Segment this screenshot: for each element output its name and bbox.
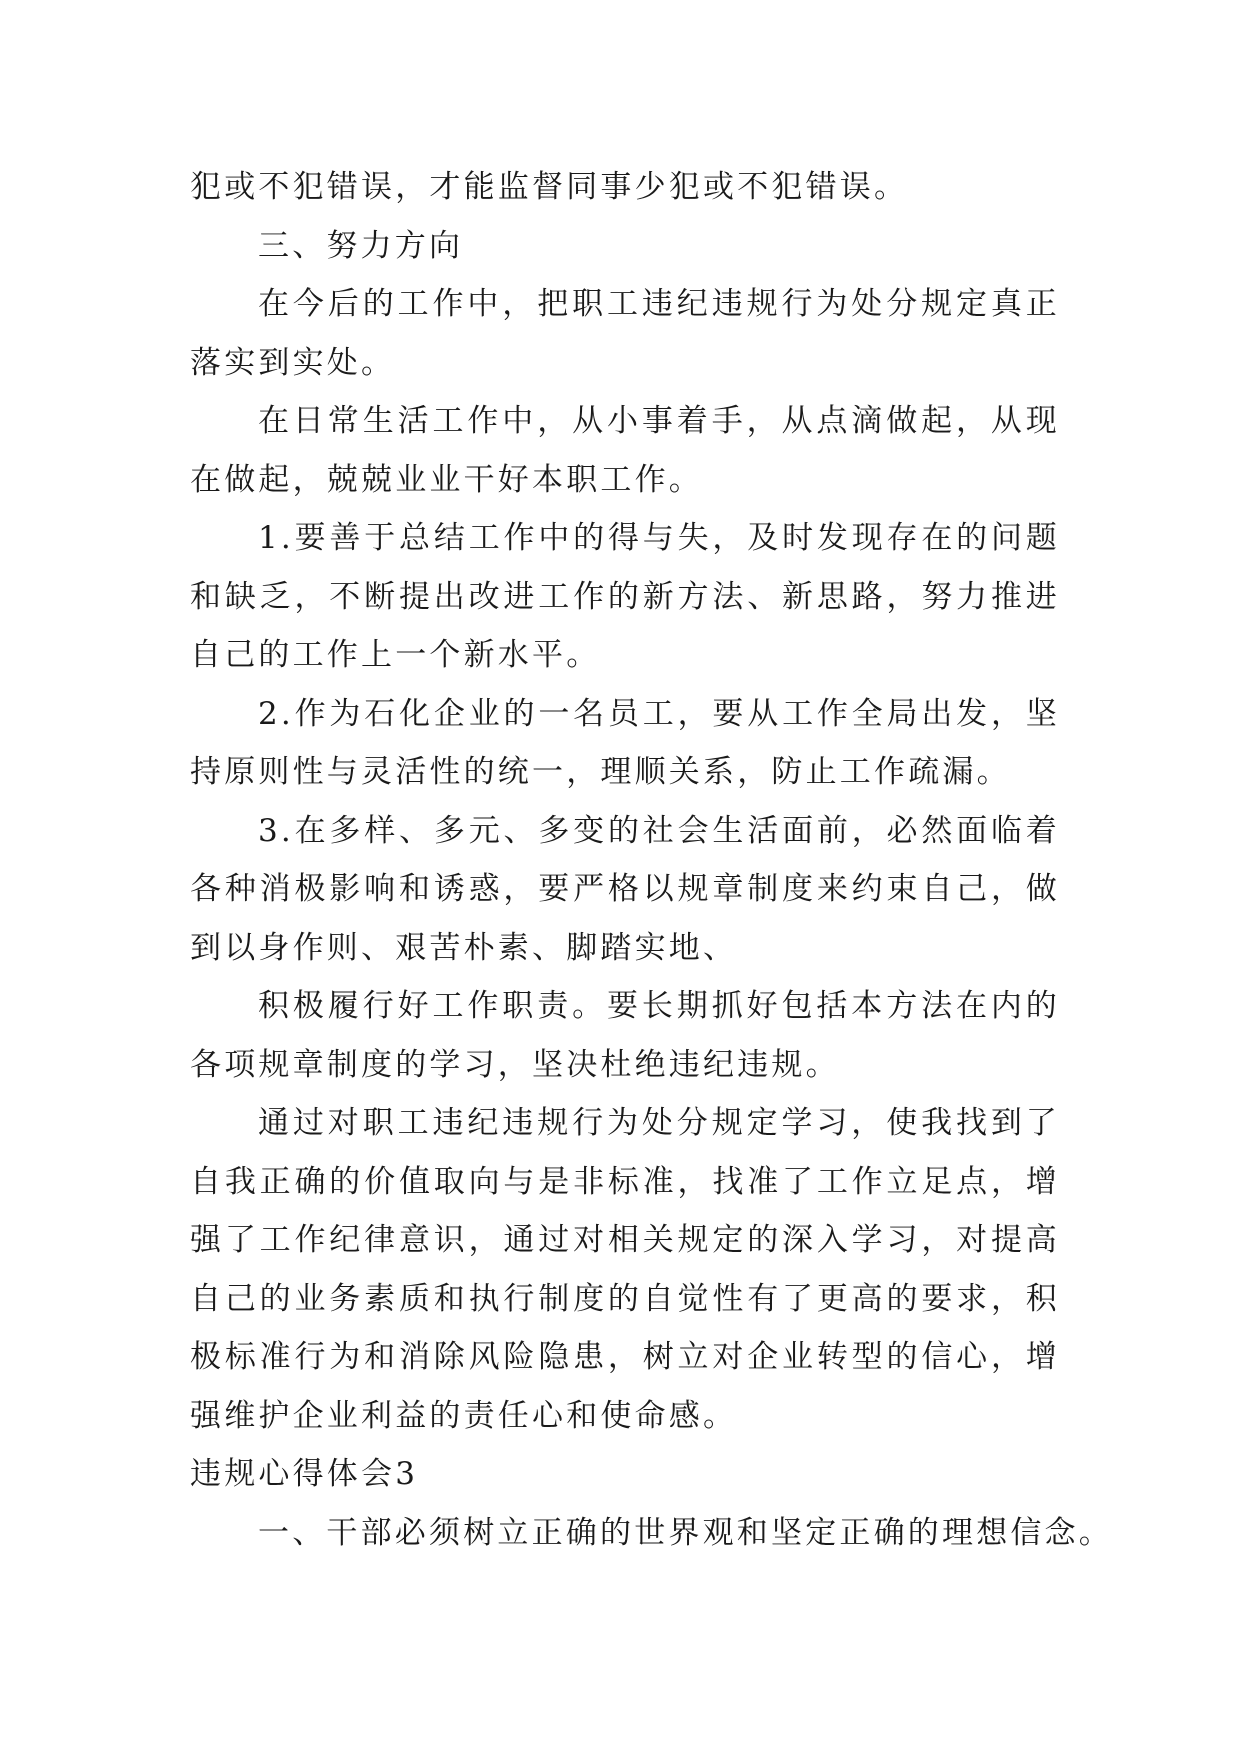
section-heading: 一、干部必须树立正确的世界观和坚定正确的理想信念。 bbox=[258, 1514, 1113, 1551]
body-paragraph: 积极履行好工作职责。要长期抓好包括本方法在内的各项规章制度的学习，坚决杜绝违纪违规。 bbox=[190, 988, 1060, 1083]
body-paragraph: 通过对职工违纪违规行为处分规定学习，使我找到了自我正确的价值取向与是非标准，找准了工作立足点，增强了工作纪律意识，通过对相关规定的深入学习，对提高自己的业务素质和执行制度的自觉性有了更高的要求，积极标准行为和消除风险隐患，树立对企业转型的信心，增强维护企业利益的责任心和使命感。 bbox=[190, 1105, 1060, 1434]
list-item: 3.在多样、多元、多变的社会生活面前，必然面临着各种消极影响和诱惑，要严格以规章制度来约束自己，做到以身作则、艰苦朴素、脚踏实地、 bbox=[190, 812, 1060, 966]
article-title: 违规心得体会3 bbox=[190, 1456, 419, 1492]
body-paragraph: 在今后的工作中，把职工违纪违规行为处分规定真正落实到实处。 bbox=[190, 286, 1060, 381]
section-heading: 三、努力方向 bbox=[258, 227, 464, 264]
list-item: 2.作为石化企业的一名员工，要从工作全局出发，坚持原则性与灵活性的统一，理顺关系，防止工作疏漏。 bbox=[190, 695, 1060, 790]
body-paragraph: 在日常生活工作中，从小事着手，从点滴做起，从现在做起，兢兢业业干好本职工作。 bbox=[190, 403, 1060, 498]
body-paragraph: 犯或不犯错误，才能监督同事少犯或不犯错误。 bbox=[190, 169, 909, 205]
document-body bbox=[190, 158, 1113, 1562]
list-item: 1.要善于总结工作中的得与失，及时发现存在的问题和缺乏，不断提出改进工作的新方法、新思路，努力推进自己的工作上一个新水平。 bbox=[190, 520, 1060, 673]
